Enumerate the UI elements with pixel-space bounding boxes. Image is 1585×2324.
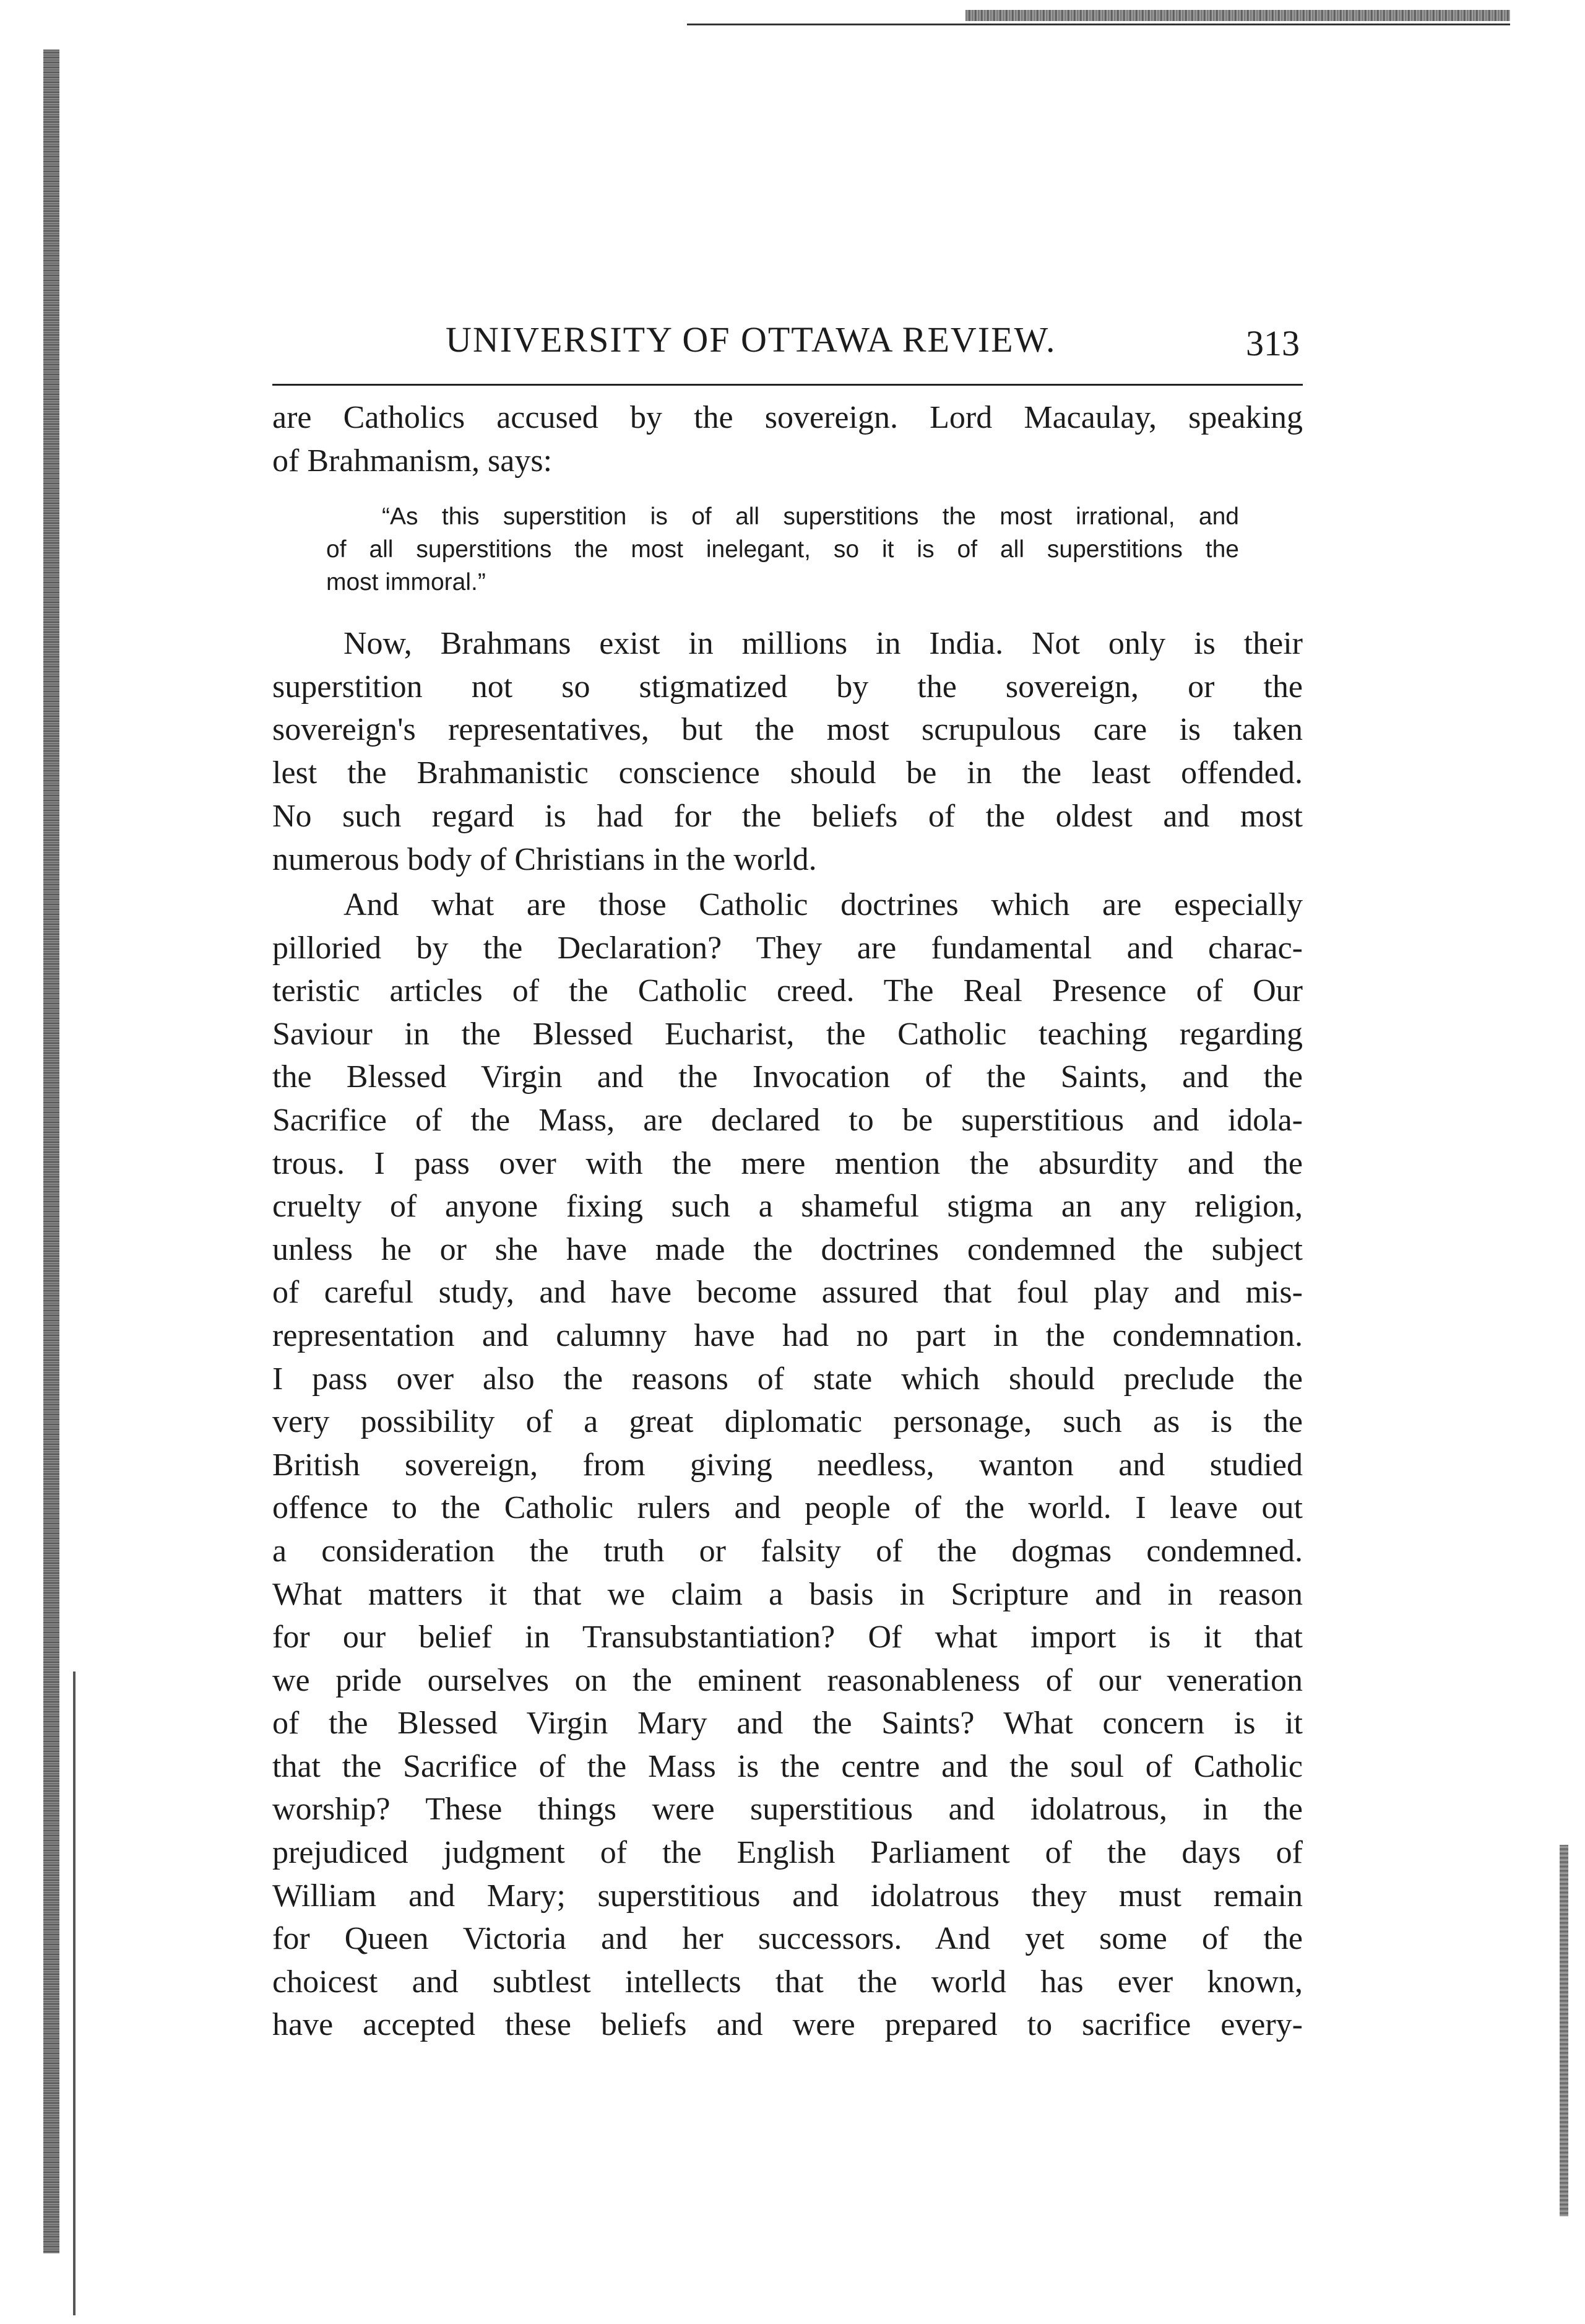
text-line: a consideration the truth or falsity of the dogmas condemned. — [272, 1533, 1303, 1569]
text-line: Now, Brahmans exist in millions in India. Not only is their — [343, 626, 1303, 661]
text-line: we pride ourselves on the eminent reasonableness of our veneration — [272, 1662, 1303, 1698]
text-line: pilloried by the Declaration? They are fundamental and charac- — [272, 930, 1303, 966]
text-line: have accepted these beliefs and were prepared to sacrifice every- — [272, 2007, 1303, 2043]
text-line: offence to the Catholic rulers and people of the world. I leave out — [272, 1490, 1303, 1526]
paragraph-3 — [272, 883, 1303, 2047]
header-rule — [272, 384, 1303, 386]
text-line: are Catholics accused by the sovereign. Lord Macaulay, speaking — [272, 400, 1303, 435]
text-line: very possibility of a great diplomatic personage, such as is the — [272, 1404, 1303, 1440]
paragraph-1 — [272, 396, 1303, 482]
text-line: William and Mary; superstitious and idolatrous they must remain — [272, 1878, 1303, 1914]
text-line: What matters it that we claim a basis in Scripture and in reason — [272, 1576, 1303, 1612]
text-line: Sacrifice of the Mass, are declared to be superstitious and idola- — [272, 1102, 1303, 1138]
text-line: teristic articles of the Catholic creed. The Real Presence of Our — [272, 973, 1303, 1009]
text-line: lest the Brahmanistic conscience should be in the least offended. — [272, 755, 1303, 791]
text-line: choicest and subtlest intellects that the world has ever known, — [272, 1964, 1303, 2000]
text-line: superstition not so stigmatized by the sovereign, or the — [272, 669, 1303, 705]
text-line: that the Sacrifice of the Mass is the centre and the soul of Catholic — [272, 1748, 1303, 1784]
text-line: of the Blessed Virgin Mary and the Saints? What concern is it — [272, 1706, 1303, 1741]
text-line: sovereign's representatives, but the most scrupulous care is taken — [272, 712, 1303, 748]
text-line: trous. I pass over with the mere mention the absurdity and the — [272, 1145, 1303, 1181]
scan-binding-line — [73, 1671, 76, 2315]
text-line: numerous body of Christians in the world. — [272, 841, 817, 877]
text-line: for our belief in Transubstantiation? Of what import is it that — [272, 1619, 1303, 1655]
text-line: British sovereign, from giving needless, wanton and studied — [272, 1447, 1303, 1483]
text-line: of careful study, and have become assured that foul play and mis- — [272, 1275, 1303, 1311]
running-title: UNIVERSITY OF OTTAWA REVIEW. — [446, 319, 1056, 360]
text-line: for Queen Victoria and her successors. And yet some of the — [272, 1921, 1303, 1957]
text-line: worship? These things were superstitious and idolatrous, in the — [272, 1792, 1303, 1828]
text-line: I pass over also the reasons of state which should preclude the — [272, 1361, 1303, 1397]
quote-line: “As this superstition is of all superstitions the most irrational, and — [382, 503, 1239, 530]
scan-top-rule — [687, 24, 1510, 25]
quote-line: of all superstitions the most inelegant, so it is of all superstitions the — [326, 536, 1239, 563]
page-header — [446, 319, 1300, 368]
text-line: the Blessed Virgin and the Invocation of the Saints, and the — [272, 1059, 1303, 1095]
text-line: prejudiced judgment of the English Parliament of the days of — [272, 1835, 1303, 1871]
text-line: cruelty of anyone fixing such a shameful stigma an any religion, — [272, 1189, 1303, 1225]
text-line: Saviour in the Blessed Eucharist, the Catholic teaching regarding — [272, 1016, 1303, 1052]
text-line: unless he or she have made the doctrines condemned the subject — [272, 1231, 1303, 1267]
scan-binding-edge — [43, 50, 59, 2253]
scan-right-edge — [1560, 1845, 1568, 2216]
text-line: representation and calumny have had no part in the condemnation. — [272, 1317, 1303, 1353]
block-quote — [326, 500, 1239, 599]
page-number: 313 — [1246, 323, 1300, 363]
scan-top-rule-pattern — [965, 10, 1510, 21]
quote-line: most immoral.” — [326, 569, 486, 596]
paragraph-2 — [272, 622, 1303, 881]
text-line: of Brahmanism, says: — [272, 443, 553, 479]
text-line: No such regard is had for the beliefs of the oldest and most — [272, 798, 1303, 834]
text-line: And what are those Catholic doctrines which are especially — [343, 887, 1303, 922]
